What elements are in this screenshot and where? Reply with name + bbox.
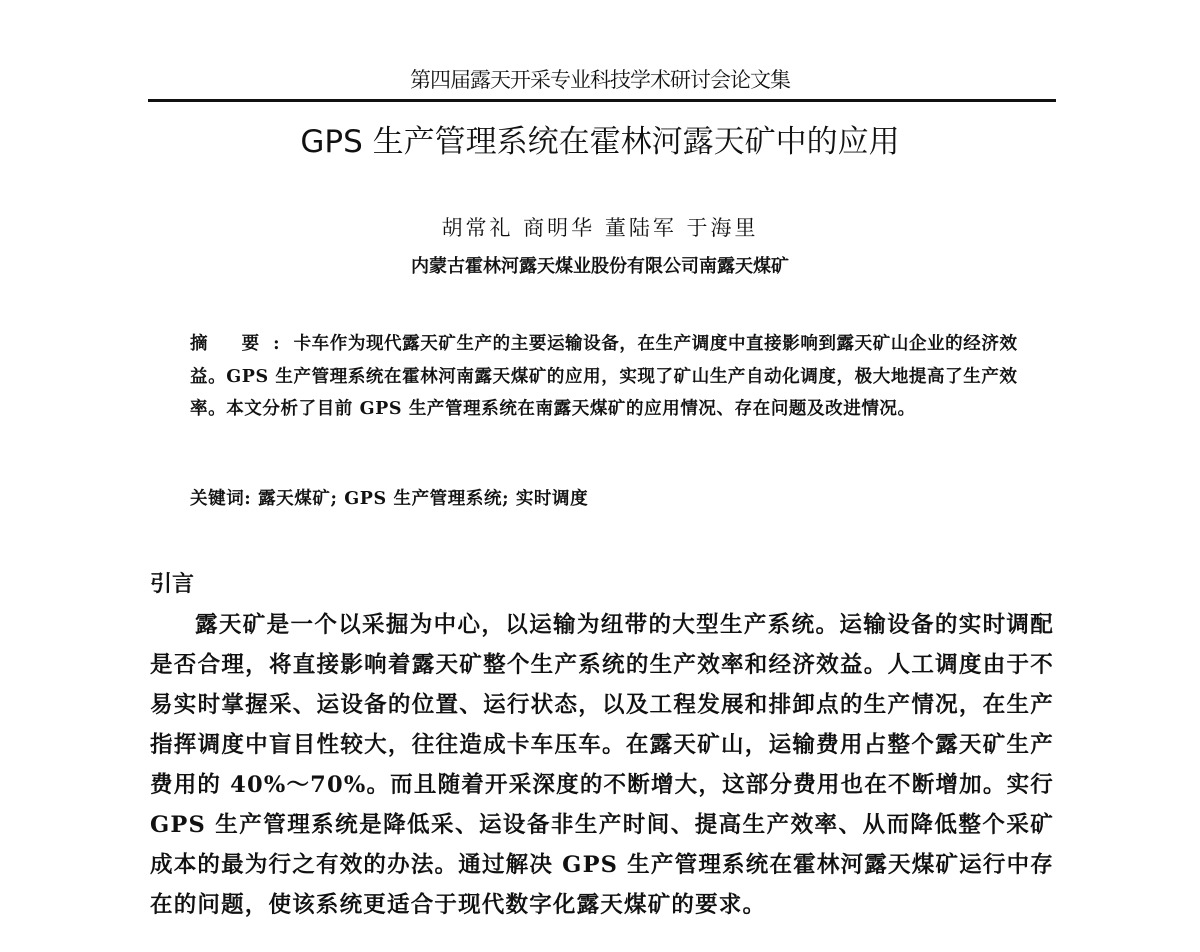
section-heading: 引言 xyxy=(150,572,195,597)
keywords-text: 露天煤矿; GPS 生产管理系统; 实时调度 xyxy=(258,489,589,509)
keywords xyxy=(190,485,588,510)
abstract-text: 卡车作为现代露天矿生产的主要运输设备，在生产调度中直接影响到露天矿山企业的经济效益。GPS 生产管理系统在霍林河南露天煤矿的应用，实现了矿山生产自动化调度，极大地提高了生产效率。本文分析了目前 GPS 生产管理系统在南露天煤矿的应用情况、存在问题及改进情况。 xyxy=(190,334,1018,419)
running-head: 第四届露天开采专业科技学术研讨会论文集 xyxy=(410,68,790,92)
header-rule xyxy=(148,99,1056,102)
keywords-label: 关键词: xyxy=(190,489,252,509)
affiliation: 内蒙古霍林河露天煤业股份有限公司南露天煤矿 xyxy=(411,256,789,277)
paper-title: GPS 生产管理系统在霍林河露天矿中的应用 xyxy=(300,124,900,160)
abstract xyxy=(190,328,1020,426)
paragraph: 露天矿是一个以采掘为中心，以运输为纽带的大型生产系统。运输设备的实时调配是否合理，将直接影响着露天矿整个生产系统的生产效率和经济效益。人工调度由于不易实时掌握采、运设备的位置、运行状态，以及工程发展和排卸点的生产情况，在生产指挥调度中盲目性较大，往往造成卡车压车。在露天矿山，运输费用占整个露天矿生产费用的 40%～70%。而且随着开采深度的不断增大，这部分费用也在不断增加。实行 GPS 生产管理系统是降低采、运设备非生产时间、提高生产效率、从而降低整个采矿成本的最为行之有效的办法。通过解决 GPS 生产管理系统在霍林河露天煤矿运行中存在的问题，使该系统更适合于现代数字化露天煤矿的要求。 xyxy=(150,612,1054,918)
authors: 胡常礼 商明华 董陆军 于海里 xyxy=(441,216,759,240)
body-text xyxy=(150,605,1054,925)
abstract-label: 摘 要: xyxy=(190,334,294,354)
